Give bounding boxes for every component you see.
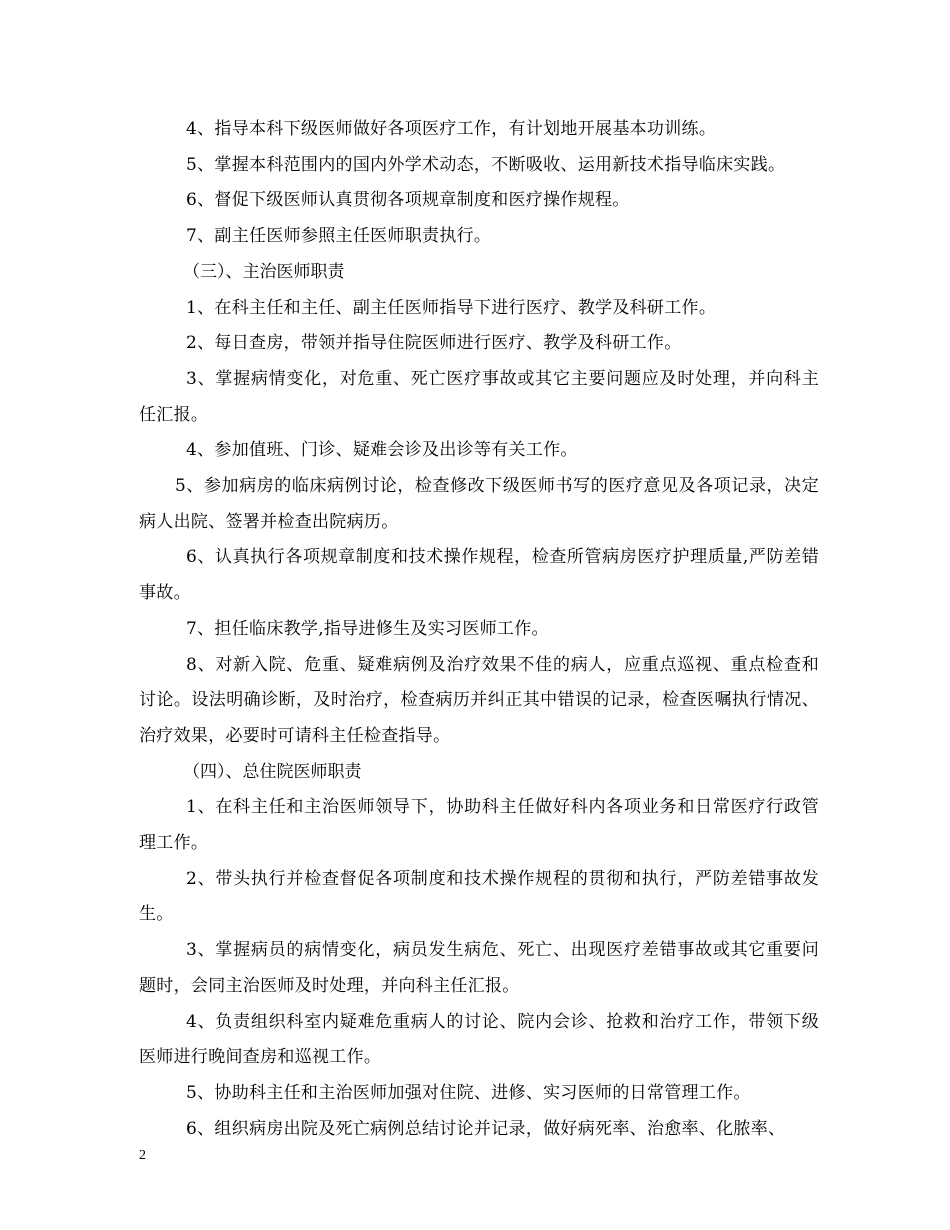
page-body xyxy=(139,112,819,1147)
paragraph-item-6: 2、每日查房，带领并指导住院医师进行医疗、教学及科研工作。 xyxy=(186,333,682,354)
paragraph-item-8: 4、参加值班、门诊、疑难会诊及出诊等有关工作。 xyxy=(186,440,578,461)
paragraph-item-16: 4、负责组织科室内疑难危重病人的讨论、院内会诊、抢救和治疗工作，带领下级医师进行晚间查房和巡视工作。 xyxy=(139,1011,819,1068)
section-heading-chief-resident: （四）、总住院医师职责 xyxy=(183,761,362,782)
paragraph-item-10: 6、认真执行各项规章制度和技术操作规程，检查所管病房医疗护理质量,严防差错事故。 xyxy=(139,547,819,604)
paragraph-item-9: 5、参加病房的临床病例讨论，检查修改下级医师书写的医疗意见及各项记录，决定病人出院、签署并检查出院病历。 xyxy=(139,476,819,532)
paragraph-item-7: 3、掌握病情变化，对危重、死亡医疗事故或其它主要问题应及时处理，并向科主任汇报。 xyxy=(139,368,819,425)
paragraph-item-1: 4、指导本科下级医师做好各项医疗工作，有计划地开展基本功训练。 xyxy=(186,119,717,139)
section-heading-attending-physician: （三）、主治医师职责 xyxy=(183,261,345,282)
paragraph-item-13: 1、在科主任和主治医师领导下，协助科主任做好科内各项业务和日常医疗行政管理工作。 xyxy=(139,797,819,854)
paragraph-item-2: 5、掌握本科范围内的国内外学术动态，不断吸收、运用新技术指导临床实践。 xyxy=(186,154,786,175)
paragraph-item-3: 6、督促下级医师认真贯彻各项规章制度和医疗操作规程。 xyxy=(186,190,630,211)
paragraph-item-14: 2、带头执行并检查督促各项制度和技术操作规程的贯彻和执行，严防差错事故发生。 xyxy=(139,868,819,925)
paragraph-item-12: 8、对新入院、危重、疑难病例及治疗效果不佳的病人，应重点巡视、重点检查和讨论。设法明确诊断，及时治疗，检查病历并纠正其中错误的记录，检查医嘱执行情况、治疗效果，必要时可请科主任检查指导。 xyxy=(139,654,819,746)
paragraph-item-11: 7、担任临床教学,指导进修生及实习医师工作。 xyxy=(186,618,549,639)
paragraph-item-18: 6、组织病房出院及死亡病例总结讨论并记录，做好病死率、治愈率、化脓率、 xyxy=(186,1118,786,1139)
paragraph-item-17: 5、协助科主任和主治医师加强对住院、进修、实习医师的日常管理工作。 xyxy=(186,1082,751,1103)
paragraph-item-4: 7、副主任医师参照主任医师职责执行。 xyxy=(186,226,492,247)
paragraph-item-5: 1、在科主任和主任、副主任医师指导下进行医疗、教学及科研工作。 xyxy=(186,297,717,318)
page-number: 2 xyxy=(139,1148,146,1163)
paragraph-item-15: 3、掌握病员的病情变化，病员发生病危、死亡、出现医疗差错事故或其它重要问题时，会同主治医师及时处理，并向科主任汇报。 xyxy=(139,940,819,996)
